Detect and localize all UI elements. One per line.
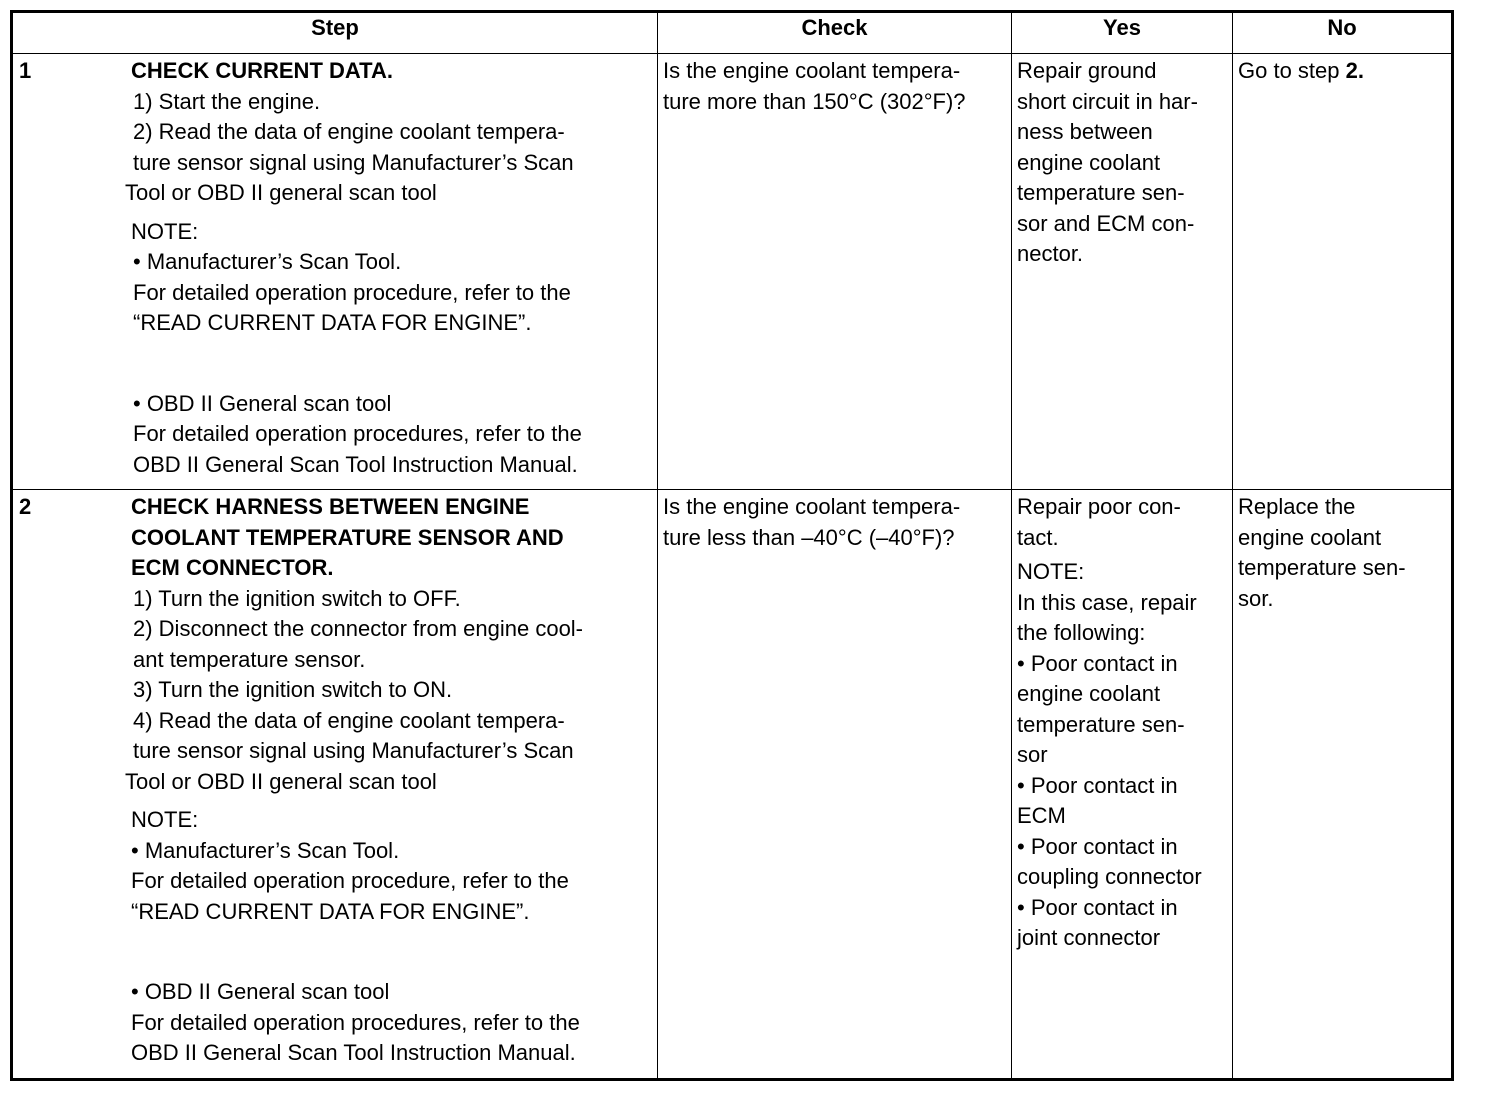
step-instruction: 1) Turn the ignition switch to OFF. bbox=[133, 585, 461, 611]
step-instruction: Tool or OBD II general scan tool bbox=[125, 768, 437, 794]
yes-note-text: • Poor contact in bbox=[1017, 833, 1178, 859]
step-instruction: Tool or OBD II general scan tool bbox=[125, 180, 437, 205]
header-check: Check bbox=[658, 12, 1012, 54]
yes-note-text: the following: bbox=[1017, 620, 1146, 645]
step-title: CHECK CURRENT DATA. bbox=[131, 58, 393, 83]
yes-note-text: sor bbox=[1017, 742, 1048, 767]
no-text: sor. bbox=[1238, 585, 1274, 611]
header-row bbox=[12, 12, 1453, 54]
yes-text: tact. bbox=[1017, 524, 1059, 550]
note-bullet: • OBD II General scan tool bbox=[133, 390, 392, 416]
no-prefix: Go to step bbox=[1238, 58, 1346, 83]
step-instruction: ant temperature sensor. bbox=[133, 646, 366, 672]
no-text: Replace the bbox=[1238, 494, 1356, 519]
yes-note-text: In this case, repair bbox=[1017, 589, 1197, 615]
note-text: “READ CURRENT DATA FOR ENGINE”. bbox=[131, 898, 530, 924]
diagnostic-table bbox=[10, 10, 1454, 1081]
yes-text: engine coolant bbox=[1017, 149, 1161, 175]
note-label: NOTE: bbox=[131, 807, 199, 832]
no-text bbox=[1238, 56, 1447, 87]
yes-note-label: NOTE: bbox=[1017, 559, 1085, 584]
header-yes: Yes bbox=[1012, 12, 1233, 54]
header-step: Step bbox=[12, 12, 658, 54]
note-bullet: • Manufacturer’s Scan Tool. bbox=[131, 837, 400, 863]
step-cell bbox=[12, 490, 658, 1080]
yes-note-text: engine coolant bbox=[1017, 681, 1161, 706]
yes-note-text: ECM bbox=[1017, 803, 1066, 828]
yes-text: Repair poor con- bbox=[1017, 494, 1181, 519]
no-cell bbox=[1233, 490, 1453, 1080]
step-title: ECM CONNECTOR. bbox=[131, 555, 334, 580]
table-row bbox=[12, 490, 1453, 1080]
yes-note-text: • Poor contact in bbox=[1017, 650, 1178, 676]
step-title: CHECK HARNESS BETWEEN ENGINE bbox=[131, 494, 530, 519]
yes-note-text: • Poor contact in bbox=[1017, 772, 1178, 798]
check-text: ture more than 150°C (302°F)? bbox=[663, 88, 966, 114]
step-instruction: ture sensor signal using Manufacturer’s Scan bbox=[133, 149, 574, 175]
note-bullet: • Manufacturer’s Scan Tool. bbox=[133, 249, 402, 274]
step-instruction: ture sensor signal using Manufacturer’s Scan bbox=[133, 738, 574, 763]
check-text: ture less than –40°C (–40°F)? bbox=[663, 524, 955, 550]
step-number: 1 bbox=[19, 58, 32, 83]
table-row bbox=[12, 54, 1453, 490]
yes-text: sor and ECM con- bbox=[1017, 210, 1195, 236]
note-text: OBD II General Scan Tool Instruction Manual. bbox=[131, 1040, 576, 1065]
check-cell bbox=[658, 54, 1012, 490]
step-number: 2 bbox=[19, 494, 32, 519]
yes-cell bbox=[1012, 490, 1233, 1080]
note-text: For detailed operation procedure, refer to the bbox=[133, 279, 571, 305]
step-instruction: 3) Turn the ignition switch to ON. bbox=[133, 677, 453, 702]
yes-note-text: temperature sen- bbox=[1017, 711, 1185, 737]
step-instruction: 2) Read the data of engine coolant tempera- bbox=[133, 119, 565, 144]
note-label: NOTE: bbox=[131, 218, 199, 244]
yes-text: ness between bbox=[1017, 119, 1153, 144]
note-bullet: • OBD II General scan tool bbox=[131, 979, 390, 1004]
step-instruction: 4) Read the data of engine coolant tempera- bbox=[133, 707, 565, 733]
yes-text: temperature sen- bbox=[1017, 180, 1185, 205]
check-cell bbox=[658, 490, 1012, 1080]
check-text: Is the engine coolant tempera- bbox=[663, 494, 961, 519]
yes-text: Repair ground bbox=[1017, 58, 1157, 83]
note-text: OBD II General Scan Tool Instruction Manual. bbox=[133, 451, 578, 477]
check-text: Is the engine coolant tempera- bbox=[663, 58, 961, 83]
no-text: temperature sen- bbox=[1238, 555, 1406, 580]
yes-note-text: joint connector bbox=[1017, 925, 1161, 950]
note-text: For detailed operation procedures, refer to the bbox=[133, 421, 582, 446]
note-text: “READ CURRENT DATA FOR ENGINE”. bbox=[133, 310, 532, 335]
note-text: For detailed operation procedures, refer to the bbox=[131, 1009, 580, 1035]
yes-cell bbox=[1012, 54, 1233, 490]
step-instruction: 2) Disconnect the connector from engine cool- bbox=[133, 616, 584, 641]
yes-note-text: coupling connector bbox=[1017, 864, 1202, 889]
yes-text: nector. bbox=[1017, 241, 1084, 266]
no-text: engine coolant bbox=[1238, 524, 1382, 550]
step-instruction: 1) Start the engine. bbox=[133, 88, 321, 114]
note-text: For detailed operation procedure, refer to the bbox=[131, 868, 569, 893]
step-title: COOLANT TEMPERATURE SENSOR AND bbox=[131, 524, 564, 550]
step-cell bbox=[12, 54, 658, 490]
yes-text: short circuit in har- bbox=[1017, 88, 1198, 114]
no-cell bbox=[1233, 54, 1453, 490]
yes-note-text: • Poor contact in bbox=[1017, 894, 1178, 920]
header-no: No bbox=[1233, 12, 1453, 54]
no-step-ref: 2. bbox=[1345, 58, 1364, 83]
